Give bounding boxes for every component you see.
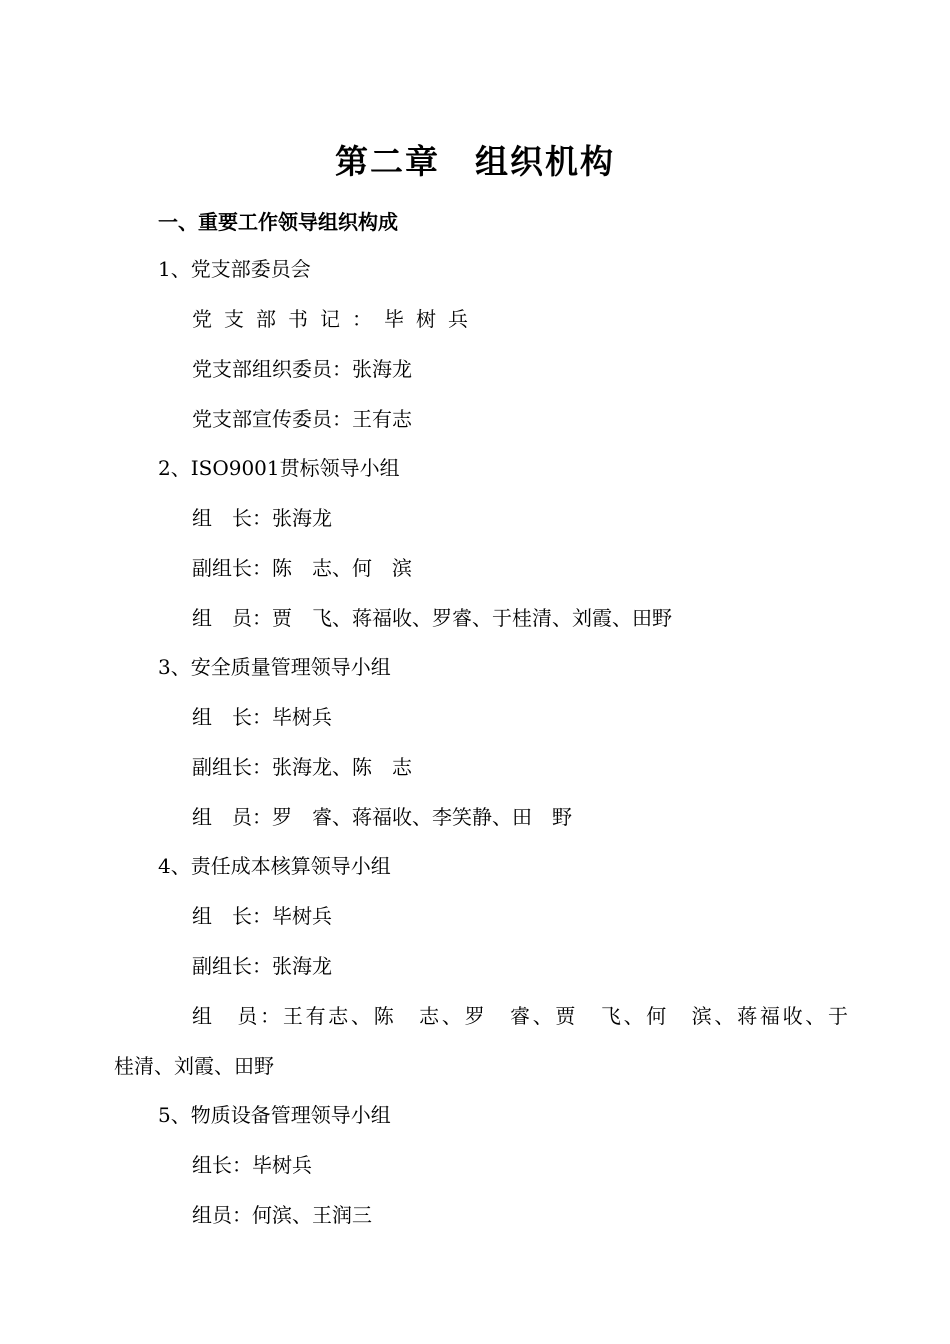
member-line: 副组长：张海龙 (192, 954, 332, 978)
member-line: 组长：毕树兵 (192, 1153, 312, 1177)
member-line-continued: 桂清、刘霞、田野 (114, 1054, 274, 1078)
group-title-iso9001: 2、ISO9001贯标领导小组 (158, 456, 400, 480)
section-heading: 一、重要工作领导组织构成 (158, 210, 398, 234)
member-line: 组 长：毕树兵 (192, 904, 332, 928)
member-line: 组 长：张海龙 (192, 506, 332, 530)
member-line: 组 员：罗 睿、蒋福收、李笑静、田 野 (192, 805, 572, 829)
group-title-cost-accounting: 4、责任成本核算领导小组 (158, 854, 391, 878)
group-title-safety-quality: 3、安全质量管理领导小组 (158, 655, 391, 679)
group-title-materials-equipment: 5、物质设备管理领导小组 (158, 1103, 391, 1127)
member-line: 组 长：毕树兵 (192, 705, 332, 729)
group-title-party-committee: 1、党支部委员会 (158, 257, 311, 281)
member-line: 党支部组织委员：张海龙 (192, 357, 412, 381)
member-line: 组员：何滨、王润三 (192, 1203, 372, 1227)
member-line: 党支部书记：毕树兵 (192, 307, 480, 331)
member-line: 组 员：贾 飞、蒋福收、罗睿、于桂清、刘霞、田野 (192, 606, 672, 630)
chapter-title: 第二章 组织机构 (335, 142, 615, 181)
member-line: 副组长：张海龙、陈 志 (192, 755, 412, 779)
member-line: 党支部宣传委员：王有志 (192, 407, 412, 431)
member-line: 组 员：王有志、陈 志、罗 睿、贾 飞、何 滨、蒋福收、于 (192, 1004, 848, 1028)
member-line: 副组长：陈 志、何 滨 (192, 556, 412, 580)
